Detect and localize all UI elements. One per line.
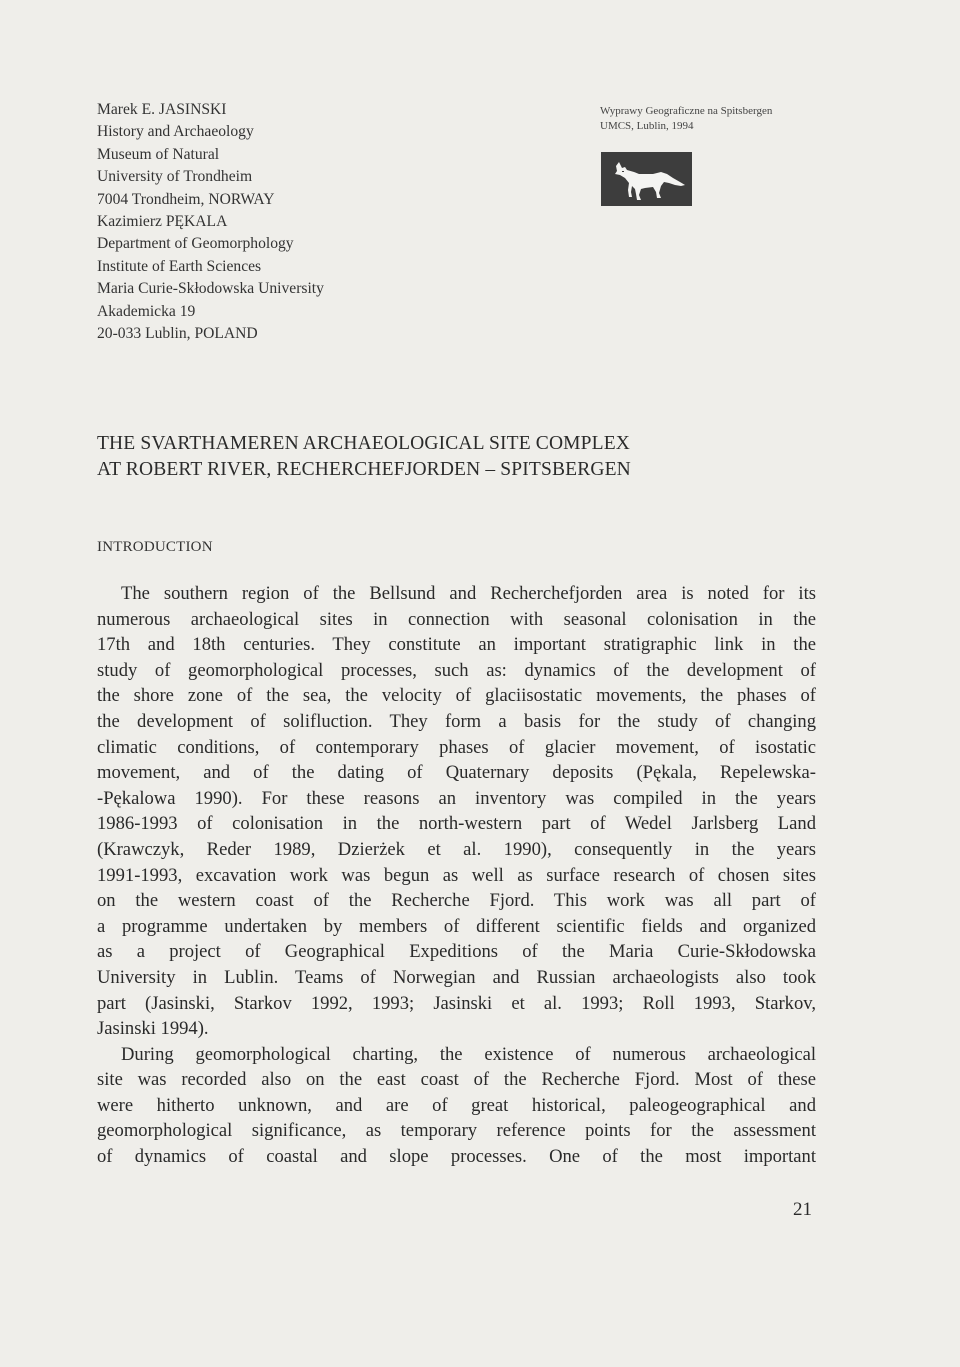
body-line: 17th and 18th centuries. They constitute an important stratigraphic link in the: [97, 634, 816, 656]
body-line: site was recorded also on the east coast of the Recherche Fjord. Most of these: [97, 1069, 816, 1091]
author-line: 7004 Trondheim, NORWAY: [97, 190, 275, 208]
body-line: -Pękalowa 1990). For these reasons an inventory was compiled in the years: [97, 787, 816, 809]
body-line: movement, and of the dating of Quaternary deposits (Pękala, Repelewska-: [97, 762, 816, 784]
body-line: study of geomorphological processes, such as: dynamics of the development of: [97, 659, 816, 681]
body-line: The southern region of the Bellsund and Recherchefjorden area is noted for its: [121, 583, 816, 604]
author-block-pekala: [97, 211, 324, 345]
body-line: During geomorphological charting, the existence of numerous archaeological: [121, 1043, 816, 1065]
title-line-1: THE SVARTHAMEREN ARCHAEOLOGICAL SITE COMPLEX: [97, 433, 631, 454]
author-block-jasinski: [97, 99, 324, 211]
author-line: Institute of Earth Sciences: [97, 257, 262, 275]
body-line: 1991-1993, excavation work was begun as well as surface research of chosen sites: [97, 864, 816, 886]
journal-info: [600, 104, 772, 134]
fox-logo-icon: [601, 152, 692, 206]
author-line: Department of Geomorphology: [97, 235, 294, 253]
body-line: Jasinski 1994).: [97, 1018, 209, 1040]
author-line: Museum of Natural: [97, 145, 220, 163]
title-line-2: AT ROBERT RIVER, RECHERCHEFJORDEN – SPITSBERGEN: [97, 459, 631, 480]
body-line: of dynamics of coastal and slope processes. One of the most important: [97, 1146, 816, 1168]
body-line: geomorphological significance, as temporary reference points for the assessment: [97, 1120, 816, 1142]
section-heading-introduction: INTRODUCTION: [97, 539, 213, 555]
body-line: the shore zone of the sea, the velocity of glaciisostatic movements, the phases of: [97, 685, 816, 707]
body-line: part (Jasinski, Starkov 1992, 1993; Jasinski et al. 1993; Roll 1993, Starkov,: [97, 992, 816, 1014]
author-line: History and Archaeology: [97, 123, 254, 141]
article-title: [97, 431, 631, 483]
author-line: Maria Curie-Skłodowska University: [97, 280, 324, 298]
journal-publisher: UMCS, Lublin, 1994: [600, 120, 694, 132]
journal-name: Wyprawy Geograficzne na Spitsbergen: [600, 105, 773, 117]
author-affiliations: [97, 99, 324, 345]
body-line: 1986-1993 of colonisation in the north-western part of Wedel Jarlsberg Land: [97, 813, 816, 835]
body-line: on the western coast of the Recherche Fjord. This work was all part of: [97, 890, 816, 912]
body-line: as a project of Geographical Expeditions of the Maria Curie-Skłodowska: [97, 941, 816, 963]
body-line: the development of solifluction. They form a basis for the study of changing: [97, 710, 816, 732]
body-text: [97, 581, 816, 1170]
author-line: Akademicka 19: [97, 302, 196, 320]
body-line: were hitherto unknown, and are of great historical, paleogeographical and: [97, 1094, 816, 1116]
author-line: Marek E. JASINSKI: [97, 101, 227, 118]
author-line: Kazimierz PĘKALA: [97, 213, 228, 231]
body-line: numerous archaeological sites in connection with seasonal colonisation in the: [97, 608, 816, 630]
page-number: 21: [793, 1199, 812, 1220]
body-line: climatic conditions, of contemporary phases of glacier movement, of isostatic: [97, 736, 816, 758]
body-line: University in Lublin. Teams of Norwegian and Russian archaeologists also took: [97, 966, 816, 988]
body-line: a programme undertaken by members of different scientific fields and organized: [97, 915, 816, 937]
author-line: 20-033 Lublin, POLAND: [97, 325, 258, 343]
body-line: (Krawczyk, Reder 1989, Dzierżek et al. 1990), consequently in the years: [97, 838, 816, 860]
author-line: University of Trondheim: [97, 168, 253, 186]
